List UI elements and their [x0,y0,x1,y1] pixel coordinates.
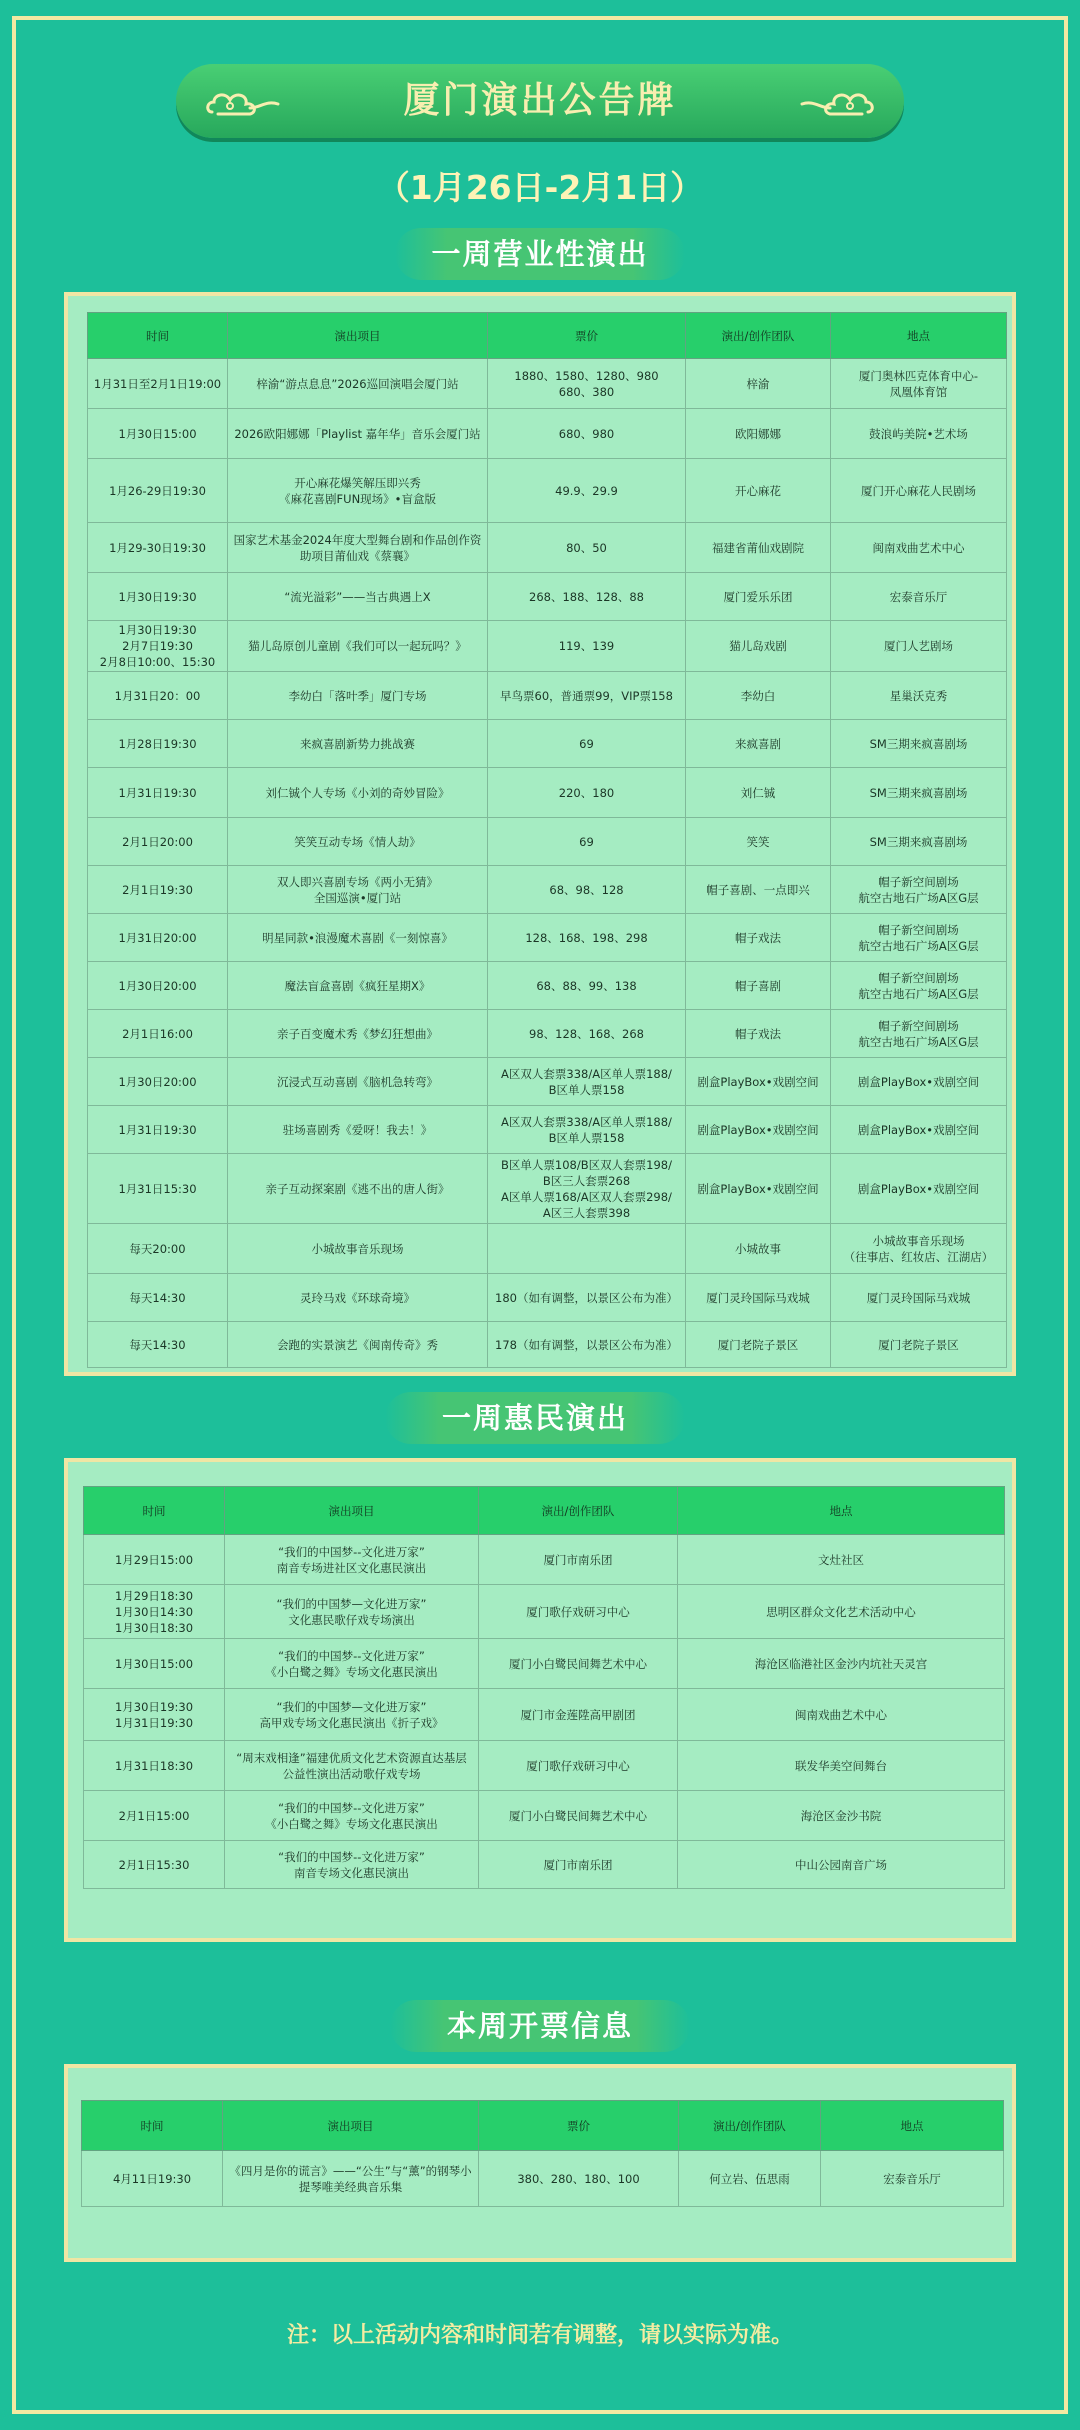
cell-program: 梓渝“游点息息”2026巡回演唱会厦门站 [228,359,488,409]
cell-team: 厦门老院子景区 [686,1322,831,1368]
title-banner [176,64,904,138]
cell-program: 开心麻花爆笑解压即兴秀 《麻花喜剧FUN现场》•盲盒版 [228,459,488,523]
cell-price: 268、188、128、88 [488,573,686,621]
cell-venue: 宏泰音乐厅 [821,2151,1004,2207]
cell-program: 魔法盲盒喜剧《疯狂星期X》 [228,962,488,1010]
cell-price: A区双人套票338/A区单人票188/ B区单人票158 [488,1058,686,1106]
cell-time: 1月31日18:30 [84,1741,225,1791]
cell-price: 80、50 [488,523,686,573]
section-heading-label: 一周营业性演出 [431,237,649,271]
cell-team: 帽子戏法 [686,1010,831,1058]
cell-team: 厦门市南乐团 [479,1841,678,1889]
cell-program: “我们的中国梦—文化进万家” 高甲戏专场文化惠民演出《折子戏》 [225,1689,479,1741]
table-row [84,1689,1005,1741]
table-row [88,573,1007,621]
cell-program: 李幼白「落叶季」厦门专场 [228,672,488,720]
cell-price: 68、98、128 [488,866,686,914]
table-header-row [82,2101,1004,2151]
cell-venue: 厦门老院子景区 [831,1322,1007,1368]
cell-time: 2月1日20:00 [88,818,228,866]
cell-program: 明星同款•浪漫魔术喜剧《一刻惊喜》 [228,914,488,962]
cell-venue: 帽子新空间剧场 航空古地石广场A区G层 [831,914,1007,962]
column-header: 时间 [88,313,228,359]
cell-team: 厦门市南乐团 [479,1535,678,1585]
cell-team: 帽子喜剧、一点即兴 [686,866,831,914]
cell-price: 1880、1580、1280、980 680、380 [488,359,686,409]
cell-program: 来疯喜剧新势力挑战赛 [228,720,488,768]
cell-program: 笑笑互动专场《情人劫》 [228,818,488,866]
cell-team: 剧盒PlayBox•戏剧空间 [686,1058,831,1106]
cell-program: 刘仁铖个人专场《小刘的奇妙冒险》 [228,768,488,818]
cell-price: 380、280、180、100 [479,2151,679,2207]
column-header: 演出/创作团队 [686,313,831,359]
public-table [83,1486,1005,1889]
cell-team: 猫儿岛戏剧 [686,621,831,672]
cell-team: 厦门小白鹭民间舞艺术中心 [479,1639,678,1689]
cell-price: 69 [488,818,686,866]
table-row [88,866,1007,914]
table-header-row [84,1487,1005,1535]
table-row [88,1224,1007,1274]
cell-program: 灵玲马戏《环球奇境》 [228,1274,488,1322]
cell-team: 李幼白 [686,672,831,720]
column-header: 演出项目 [228,313,488,359]
cell-team: 来疯喜剧 [686,720,831,768]
cell-team: 厦门灵玲国际马戏城 [686,1274,831,1322]
table-row [88,672,1007,720]
cell-time: 每天14:30 [88,1322,228,1368]
cell-team: 欧阳娜娜 [686,409,831,459]
cell-time: 1月31日20：00 [88,672,228,720]
cell-time: 1月29日18:30 1月30日14:30 1月30日18:30 [84,1585,225,1639]
cell-time: 1月30日19:30 2月7日19:30 2月8日10:00、15:30 [88,621,228,672]
table-row [88,914,1007,962]
table-row [88,720,1007,768]
cell-program: 沉浸式互动喜剧《脑机急转弯》 [228,1058,488,1106]
table-row [84,1741,1005,1791]
cell-program: “我们的中国梦--文化进万家” 《小白鹭之舞》专场文化惠民演出 [225,1639,479,1689]
column-header: 时间 [84,1487,225,1535]
tickets-table [81,2100,1004,2207]
cell-venue: 中山公园南音广场 [678,1841,1005,1889]
cell-time: 1月28日19:30 [88,720,228,768]
cell-program: “我们的中国梦--文化进万家” 南音专场文化惠民演出 [225,1841,479,1889]
table-row [88,523,1007,573]
cell-time: 1月30日20:00 [88,1058,228,1106]
cell-team: 刘仁铖 [686,768,831,818]
cell-time: 2月1日15:30 [84,1841,225,1889]
section-heading-label: 一周惠民演出 [441,1401,628,1435]
cell-team: 厦门歌仔戏研习中心 [479,1741,678,1791]
cell-program: 驻场喜剧秀《爱呀！我去！》 [228,1106,488,1154]
cell-price: 178（如有调整，以景区公布为准） [488,1322,686,1368]
cell-time: 1月26-29日19:30 [88,459,228,523]
table-row [88,818,1007,866]
column-header: 演出项目 [225,1487,479,1535]
cell-team: 福建省莆仙戏剧院 [686,523,831,573]
cell-price: 119、139 [488,621,686,672]
cell-team: 小城故事 [686,1224,831,1274]
cell-time: 1月30日15:00 [88,409,228,459]
table-row [88,409,1007,459]
cell-program: 亲子互动探案剧《逃不出的唐人街》 [228,1154,488,1224]
cell-program: 会跑的实景演艺《闽南传奇》秀 [228,1322,488,1368]
cell-team: 剧盒PlayBox•戏剧空间 [686,1154,831,1224]
cell-venue: 思明区群众文化艺术活动中心 [678,1585,1005,1639]
cell-venue: 帽子新空间剧场 航空古地石广场A区G层 [831,866,1007,914]
column-header: 地点 [821,2101,1004,2151]
table-row [88,359,1007,409]
cell-program: “周末戏相逢”福建优质文化艺术资源直达基层 公益性演出活动歌仔戏专场 [225,1741,479,1791]
footer-note: 注：以上活动内容和时间若有调整，请以实际为准。 [286,2323,793,2348]
cell-program: 亲子百变魔术秀《梦幻狂想曲》 [228,1010,488,1058]
commercial-table [87,312,1007,1368]
cell-time: 1月31日19:30 [88,768,228,818]
cell-venue: 鼓浪屿美院•艺术场 [831,409,1007,459]
cell-time: 每天14:30 [88,1274,228,1322]
column-header: 时间 [82,2101,223,2151]
cell-team: 厦门爱乐乐团 [686,573,831,621]
cell-price: 69 [488,720,686,768]
cell-price: 680、980 [488,409,686,459]
cell-price: 68、88、99、138 [488,962,686,1010]
section-heading-commercial [395,228,685,280]
table-row [88,1106,1007,1154]
section-heading-public [385,1392,685,1444]
cell-team: 梓渝 [686,359,831,409]
cell-venue: 厦门奥林匹克体育中心- 凤凰体育馆 [831,359,1007,409]
cell-price: 180（如有调整，以景区公布为准） [488,1274,686,1322]
cell-venue: 海沧区金沙书院 [678,1791,1005,1841]
cell-venue: 剧盒PlayBox•戏剧空间 [831,1058,1007,1106]
cell-team: 帽子喜剧 [686,962,831,1010]
table-row [84,1535,1005,1585]
column-header: 演出/创作团队 [679,2101,821,2151]
table-row [82,2151,1004,2207]
cell-venue: SM三期来疯喜剧场 [831,818,1007,866]
cell-venue: 剧盒PlayBox•戏剧空间 [831,1106,1007,1154]
cell-price: 98、128、168、268 [488,1010,686,1058]
cell-time: 1月31日至2月1日19:00 [88,359,228,409]
cell-price: 128、168、198、298 [488,914,686,962]
cell-time: 1月29-30日19:30 [88,523,228,573]
table-row [88,621,1007,672]
cell-time: 2月1日15:00 [84,1791,225,1841]
cell-team: 厦门歌仔戏研习中心 [479,1585,678,1639]
cell-venue: 小城故事音乐现场 （往事店、红妆店、江湖店） [831,1224,1007,1274]
cell-venue: 闽南戏曲艺术中心 [678,1689,1005,1741]
cell-team: 帽子戏法 [686,914,831,962]
cell-time: 1月29日15:00 [84,1535,225,1585]
cell-program: 双人即兴喜剧专场《两小无猜》 全国巡演•厦门站 [228,866,488,914]
cell-program: 猫儿岛原创儿童剧《我们可以一起玩吗？》 [228,621,488,672]
cell-price: B区单人票108/B区双人套票198/ B区三人套票268 A区单人票168/A区双人套票298/ A区三人套票398 [488,1154,686,1224]
table-row [84,1791,1005,1841]
cell-venue: 剧盒PlayBox•戏剧空间 [831,1154,1007,1224]
cell-program: “我们的中国梦--文化进万家” 南音专场进社区文化惠民演出 [225,1535,479,1585]
cell-venue: 闽南戏曲艺术中心 [831,523,1007,573]
cell-time: 4月11日19:30 [82,2151,223,2207]
cell-time: 1月31日20:00 [88,914,228,962]
column-header: 票价 [488,313,686,359]
table-row [88,1058,1007,1106]
cell-team: 剧盒PlayBox•戏剧空间 [686,1106,831,1154]
table-header-row [88,313,1007,359]
cell-time: 2月1日19:30 [88,866,228,914]
column-header: 演出项目 [223,2101,479,2151]
cell-price [488,1224,686,1274]
cell-time: 2月1日16:00 [88,1010,228,1058]
cell-team: 笑笑 [686,818,831,866]
cell-program: 国家艺术基金2024年度大型舞台剧和作品创作资助项目莆仙戏《蔡襄》 [228,523,488,573]
cell-team: 开心麻花 [686,459,831,523]
table-row [88,459,1007,523]
cell-team: 厦门小白鹭民间舞艺术中心 [479,1791,678,1841]
table-row [88,1322,1007,1368]
cell-program: 《四月是你的谎言》——“公生”与“薰”的钢琴小提琴唯美经典音乐集 [223,2151,479,2207]
column-header: 地点 [678,1487,1005,1535]
cell-team: 厦门市金莲陞高甲剧团 [479,1689,678,1741]
cell-time: 1月30日15:00 [84,1639,225,1689]
cell-venue: 厦门灵玲国际马戏城 [831,1274,1007,1322]
table-row [88,768,1007,818]
section-heading-tickets [390,2000,690,2052]
cell-venue: 厦门人艺剧场 [831,621,1007,672]
cell-venue: 文灶社区 [678,1535,1005,1585]
cell-price: 220、180 [488,768,686,818]
cell-team: 何立岩、伍思雨 [679,2151,821,2207]
auspicious-cloud-icon [798,86,876,120]
table-row [84,1585,1005,1639]
cell-time: 1月30日20:00 [88,962,228,1010]
table-row [88,1010,1007,1058]
column-header: 地点 [831,313,1007,359]
cell-price: A区双人套票338/A区单人票188/ B区单人票158 [488,1106,686,1154]
cell-program: “我们的中国梦--文化进万家” 《小白鹭之舞》专场文化惠民演出 [225,1791,479,1841]
cell-time: 每天20:00 [88,1224,228,1274]
table-row [84,1639,1005,1689]
date-range: （1月26日-2月1日） [376,168,704,207]
cell-time: 1月31日19:30 [88,1106,228,1154]
table-row [88,1274,1007,1322]
table-row [84,1841,1005,1889]
cell-time: 1月30日19:30 1月31日19:30 [84,1689,225,1741]
cell-venue: 星巢沃克秀 [831,672,1007,720]
table-row [88,1154,1007,1224]
cell-program: “流光溢彩”——当古典遇上X [228,573,488,621]
table-row [88,962,1007,1010]
cell-program: 2026欧阳娜娜「Playlist 嘉年华」音乐会厦门站 [228,409,488,459]
cell-price: 早鸟票60，普通票99，VIP票158 [488,672,686,720]
section-heading-label: 本周开票信息 [446,2009,633,2043]
cell-venue: 帽子新空间剧场 航空古地石广场A区G层 [831,1010,1007,1058]
cell-venue: SM三期来疯喜剧场 [831,768,1007,818]
cell-program: 小城故事音乐现场 [228,1224,488,1274]
cell-venue: 宏泰音乐厅 [831,573,1007,621]
cell-venue: 联发华美空间舞台 [678,1741,1005,1791]
cell-program: “我们的中国梦—文化进万家” 文化惠民歌仔戏专场演出 [225,1585,479,1639]
cell-time: 1月31日15:30 [88,1154,228,1224]
cell-venue: 海沧区临港社区金沙内坑社天灵宫 [678,1639,1005,1689]
cell-time: 1月30日19:30 [88,573,228,621]
cell-venue: 厦门开心麻花人民剧场 [831,459,1007,523]
cell-price: 49.9、29.9 [488,459,686,523]
cell-venue: 帽子新空间剧场 航空古地石广场A区G层 [831,962,1007,1010]
column-header: 演出/创作团队 [479,1487,678,1535]
cell-venue: SM三期来疯喜剧场 [831,720,1007,768]
column-header: 票价 [479,2101,679,2151]
page-title: 厦门演出公告牌 [403,80,677,121]
